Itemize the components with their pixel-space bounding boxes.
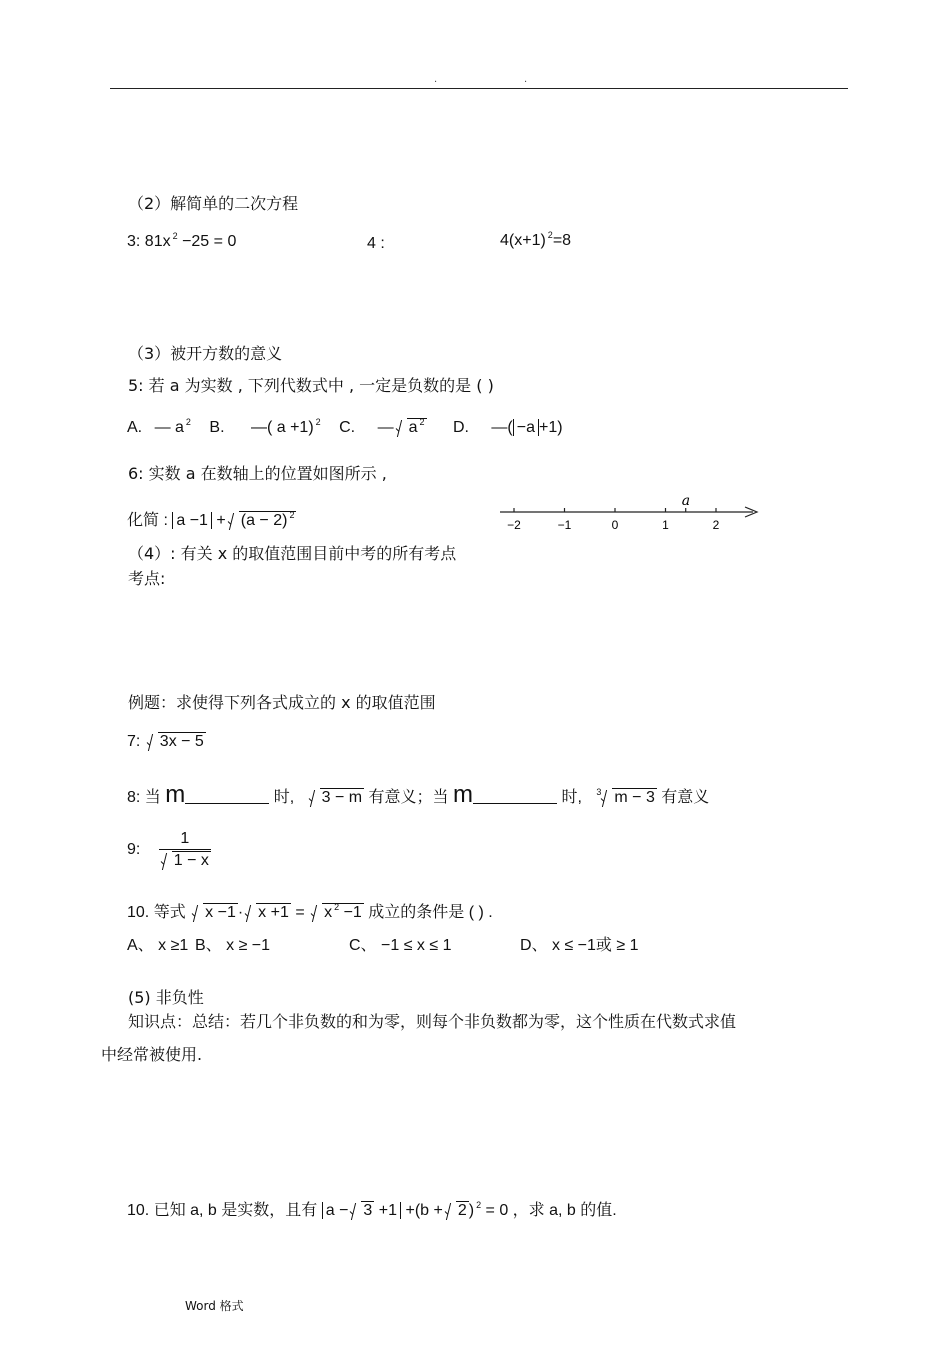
answer-blank[interactable] <box>185 787 269 804</box>
sqrt-sign: x −1 <box>192 904 238 922</box>
section-3-title: （3）被开方数的意义 <box>128 344 283 363</box>
question-6: 6: 实数 a 在数轴上的位置如图所示 , <box>128 464 387 483</box>
cube-root-index: 3 <box>596 787 602 797</box>
question-10-option-c: C、 −1 ≤ x ≤ 1 <box>349 937 452 954</box>
answer-blank[interactable] <box>473 787 557 804</box>
question-3: 3: 81x $^2$ −25 = 0 <box>127 231 237 250</box>
sqrt-sign: x +1 <box>245 904 291 922</box>
sqrt-sign: a $^2$ <box>396 419 427 437</box>
question-10-option-b: B、 x ≥ −1 <box>195 937 271 954</box>
sqrt-sign: x $^2$ −1 <box>311 904 364 922</box>
sqrt-sign: 2 <box>445 1202 469 1220</box>
fraction: $\frac{1}{1 - x}$ <box>159 830 211 870</box>
absolute-value: a − 3 +1 <box>322 1202 401 1219</box>
number-line <box>495 490 770 535</box>
number-line-tick-label: 2 <box>712 518 720 532</box>
option-b: —( a +1) <box>250 419 314 436</box>
option-d-label: D. <box>452 419 469 436</box>
number-line-point-label: a <box>681 493 691 509</box>
sqrt-sign: (a − 2) $^2$ <box>228 512 297 530</box>
number-line-tick-label: −2 <box>507 518 521 532</box>
sqrt-sign: 3x − 5 <box>147 733 206 751</box>
question-7: 7: 3x − 5 <box>127 733 204 750</box>
cube-root-sign: m − 3 <box>601 789 656 807</box>
section-2-title: （2）解简单的二次方程 <box>128 194 299 213</box>
header-dot: . <box>434 74 438 85</box>
question-11: 10. 已知 a, b 是实数，且有 a − 3 +1 +(b + 2 ) $^2$ = 0 ，求 a, b 的值. <box>127 1200 617 1219</box>
sqrt-sign: 3 <box>350 1202 374 1220</box>
number-line-tick-label: 0 <box>611 518 619 532</box>
question-4-expr: 4(x+1) $^2$=8 <box>500 230 572 249</box>
example-heading: 例题：求使得下列各式成立的 x 的取值范围 <box>128 693 436 712</box>
absolute-value: −a <box>513 419 539 436</box>
question-10: 10. 等式 x −1 · x +1 = x $^2$ −1 成立的条件是 ( ) . <box>127 902 493 921</box>
question-9: 9: $\frac{1}{1 - x}$ <box>127 830 209 869</box>
header-dot: . <box>524 74 528 85</box>
section-4-title: （4）: 有关 x 的取值范围目前中考的所有考点 <box>128 544 457 563</box>
question-10-option-d: D、 x ≤ −1或 ≥ 1 <box>520 937 639 954</box>
question-5-options: A. — a $^2$ B. —( a +1) $^2$ C. — a $^2$ D. —( −a +1) <box>127 417 563 436</box>
option-a: — a <box>154 419 184 436</box>
question-4-label: 4 : <box>367 235 385 252</box>
number-line-tick-label: −1 <box>557 518 572 532</box>
question-8: 8: 当 m 时, 3 − m 有意义；当 m 时, $^3$ m − 3 有意义 <box>127 781 710 808</box>
exam-points-label: 考点: <box>128 569 166 588</box>
option-a-label: A. <box>127 419 143 436</box>
simplify-expression: 化简 : a −1 + (a − 2) $^2$ <box>127 510 295 529</box>
question-10-option-a: A、 x ≥1 <box>127 937 189 954</box>
absolute-value: a −1 <box>172 512 212 529</box>
section-5-title: (5) 非负性 <box>128 988 204 1007</box>
number-line-tick-label: 1 <box>662 518 669 532</box>
sqrt-sign: 3 − m <box>309 789 364 807</box>
footer-label: Word 格式 <box>185 1299 244 1313</box>
header-rule <box>110 88 848 89</box>
knowledge-point-line-2: 中经常被使用. <box>101 1045 203 1064</box>
question-5: 5: 若 a 为实数 , 下列代数式中 , 一定是负数的是 ( ) <box>128 376 494 395</box>
option-b-label: B. <box>209 419 225 436</box>
option-c-label: C. <box>339 419 356 436</box>
knowledge-point-line-1: 知识点：总结：若几个非负数的和为零，则每个非负数都为零，这个性质在代数式求值 <box>128 1012 737 1031</box>
sqrt-sign: 1 − x <box>161 852 211 870</box>
